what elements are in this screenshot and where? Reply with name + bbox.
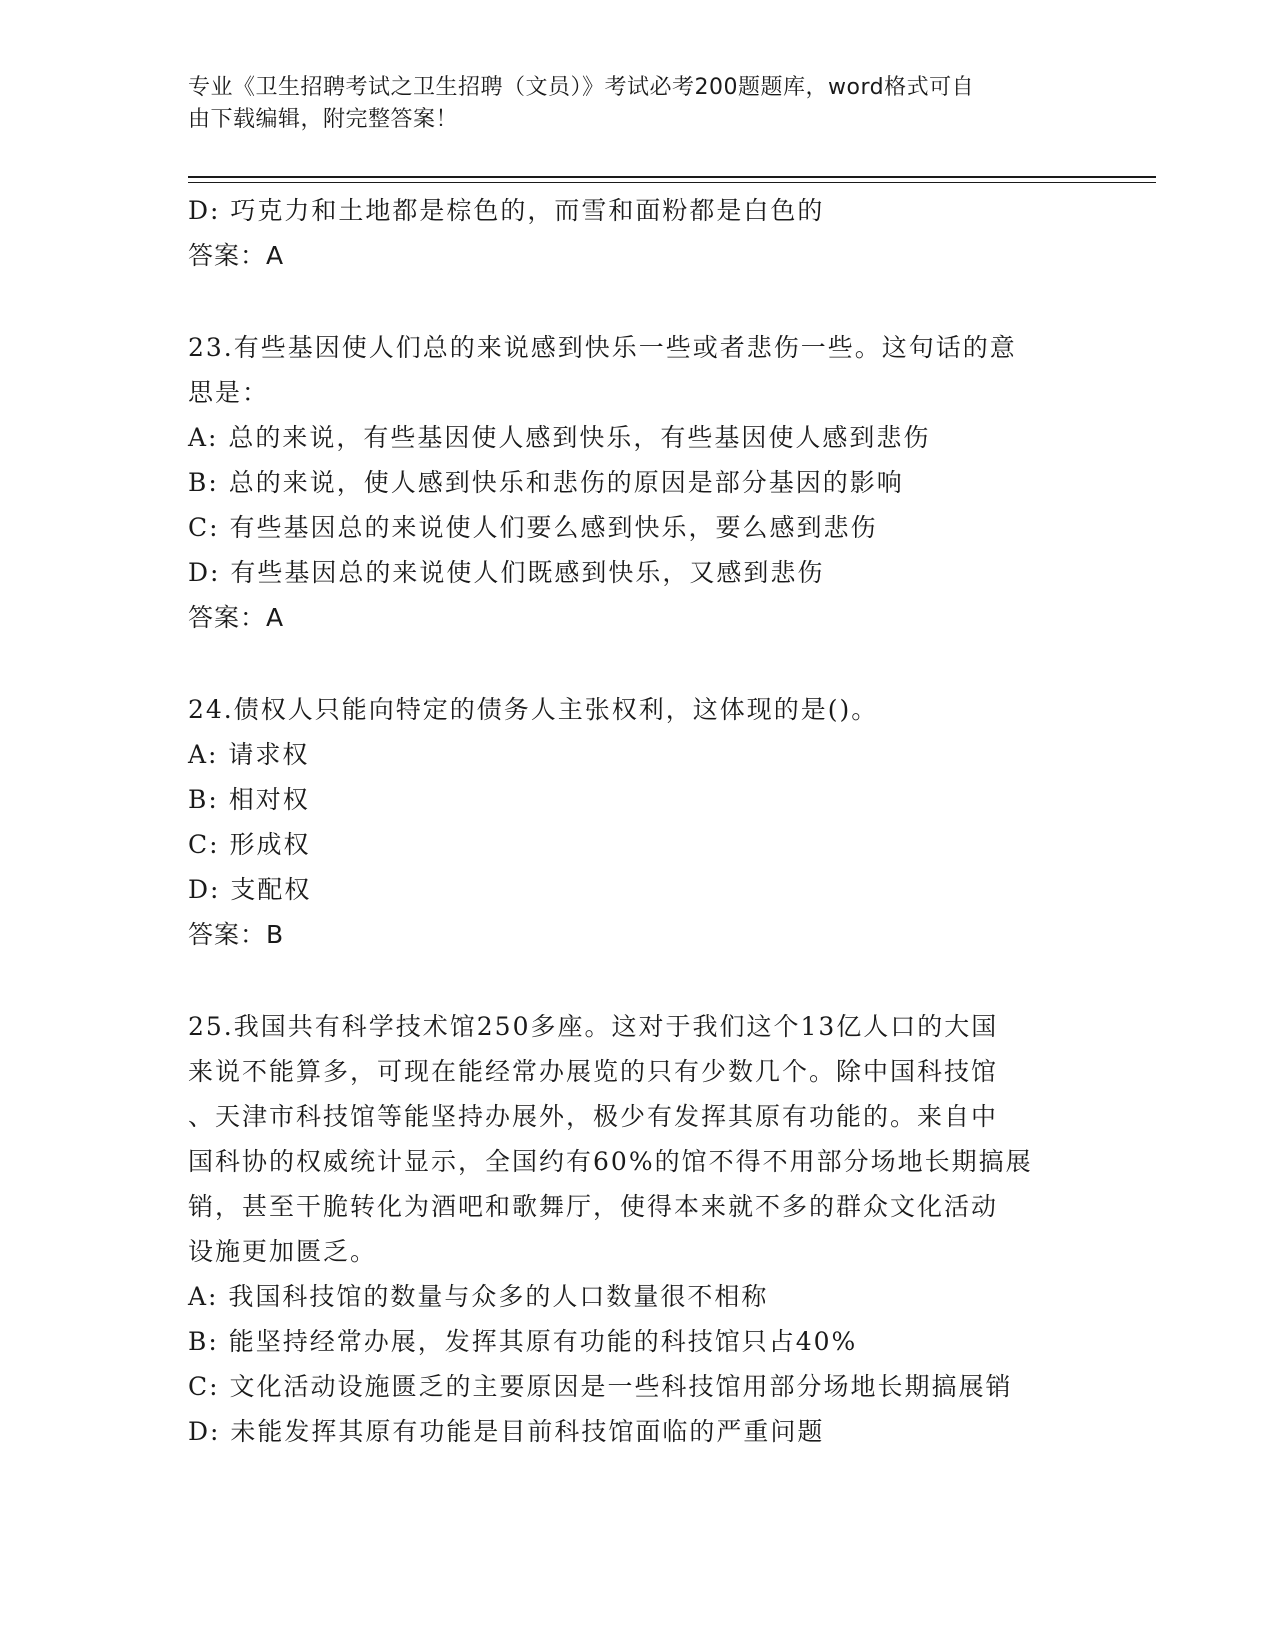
document-header: [188, 72, 1068, 136]
question-23-stem-line-1: 23.有些基因使人们总的来说感到快乐一些或者悲伤一些。这句话的意: [188, 333, 1017, 362]
document-body: [188, 188, 1088, 1454]
question-25-stem-line: 设施更加匮乏。: [188, 1237, 378, 1266]
question-24: [188, 687, 1088, 957]
question-25-stem-line: 销，甚至干脆转化为酒吧和歌舞厅，使得本来就不多的群众文化活动: [188, 1192, 999, 1221]
header-divider-thin: [188, 182, 1156, 183]
question-25-stem-line: 国科协的权威统计显示，全国约有60%的馆不得不用部分场地长期搞展: [188, 1147, 1033, 1176]
question-23-stem-line-2: 思是：: [188, 378, 270, 407]
header-line-2: 由下载编辑，附完整答案！: [188, 107, 459, 132]
question-25-option-d: D: 未能发挥其原有功能是目前科技馆面临的严重问题: [188, 1417, 825, 1446]
question-24-option-b: B: 相对权: [188, 785, 310, 814]
question-22-tail: [188, 188, 1088, 278]
question-25-option-b: B: 能坚持经常办展，发挥其原有功能的科技馆只占40%: [188, 1327, 858, 1356]
spacer: [188, 640, 1088, 687]
question-25-stem-line: 25.我国共有科学技术馆250多座。这对于我们这个13亿人口的大国: [188, 1012, 999, 1041]
header-line-1: 专业《卫生招聘考试之卫生招聘（文员）》考试必考200题题库，word格式可自: [188, 75, 975, 100]
question-23-option-b: B: 总的来说，使人感到快乐和悲伤的原因是部分基因的影响: [188, 468, 904, 497]
header-divider-thick: [188, 176, 1156, 178]
question-25-option-a: A: 我国科技馆的数量与众多的人口数量很不相称: [188, 1282, 769, 1311]
question-24-option-a: A: 请求权: [188, 740, 310, 769]
question-25: [188, 1004, 1088, 1454]
question-25-stem-line: 、天津市科技馆等能坚持办展外，极少有发挥其原有功能的。来自中: [188, 1102, 999, 1131]
question-24-answer: 答案：B: [188, 920, 285, 949]
question-24-option-c: C: 形成权: [188, 830, 311, 859]
question-22-option-d: D: 巧克力和土地都是棕色的，而雪和面粉都是白色的: [188, 196, 825, 225]
spacer: [188, 278, 1088, 325]
question-22-answer: 答案：A: [188, 241, 285, 270]
question-23-answer: 答案：A: [188, 603, 285, 632]
question-24-stem: 24.债权人只能向特定的债务人主张权利，这体现的是()。: [188, 695, 879, 724]
spacer: [188, 957, 1088, 1004]
question-23: [188, 325, 1088, 640]
question-23-option-a: A: 总的来说，有些基因使人感到快乐，有些基因使人感到悲伤: [188, 423, 931, 452]
question-24-option-d: D: 支配权: [188, 875, 312, 904]
question-25-stem-line: 来说不能算多，可现在能经常办展览的只有少数几个。除中国科技馆: [188, 1057, 999, 1086]
question-25-option-c: C: 文化活动设施匮乏的主要原因是一些科技馆用部分场地长期搞展销: [188, 1372, 1013, 1401]
question-23-option-d: D: 有些基因总的来说使人们既感到快乐，又感到悲伤: [188, 558, 825, 587]
question-23-option-c: C: 有些基因总的来说使人们要么感到快乐，要么感到悲伤: [188, 513, 878, 542]
